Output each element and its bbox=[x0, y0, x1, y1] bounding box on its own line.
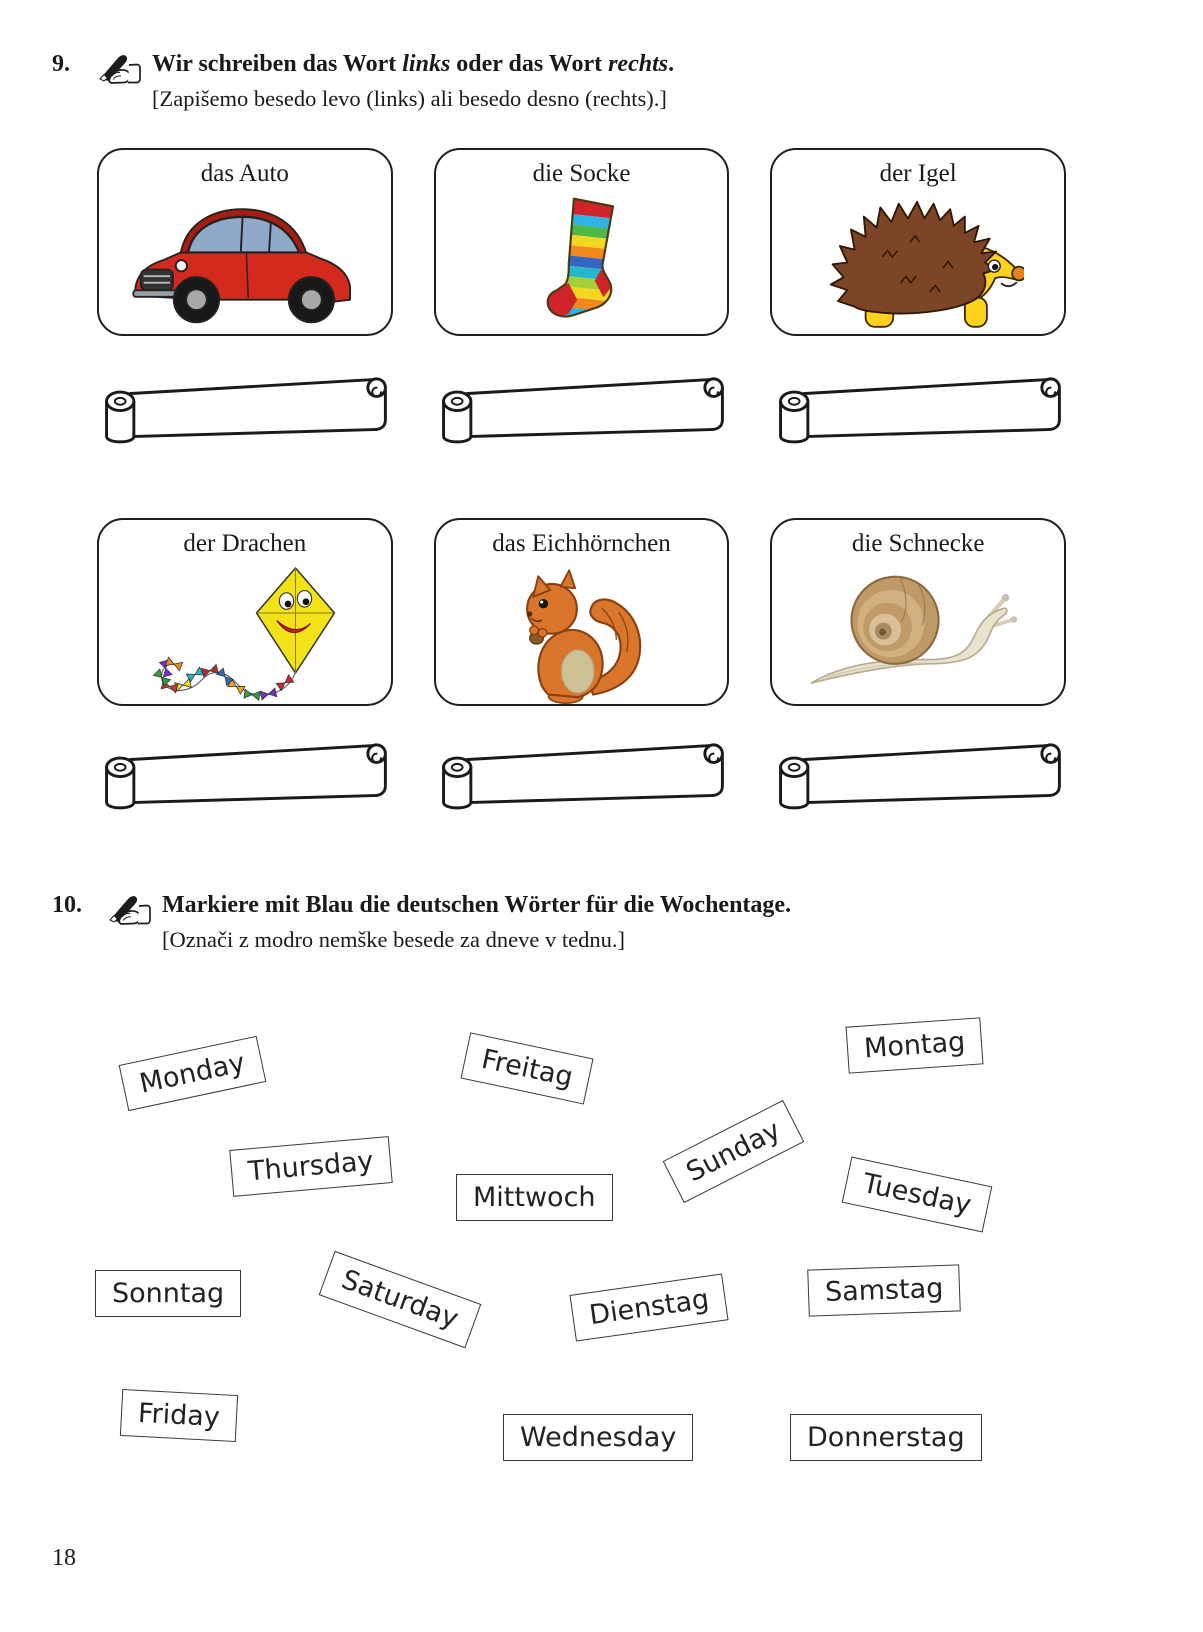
vocab-card-schnecke bbox=[770, 518, 1066, 706]
word-card-donnerstag[interactable]: Donnerstag bbox=[790, 1414, 982, 1461]
vocab-card-eichhoernchen bbox=[434, 518, 730, 706]
vocab-card-socke bbox=[434, 148, 730, 336]
writing-hand-icon bbox=[106, 893, 152, 932]
exercise-9-subtitle: [Zapišemo besedo levo (links) ali besedo desno (rechts).] bbox=[152, 85, 667, 111]
exercise-9-title: Wir schreiben das Wort links oder das Wort rechts. bbox=[152, 51, 675, 77]
vocab-card-drachen bbox=[97, 518, 393, 706]
exercise-10-subtitle: [Označi z modro nemške besede za dneve v tednu.] bbox=[162, 926, 625, 952]
kite-image bbox=[99, 559, 391, 706]
exercise-10-titles bbox=[162, 891, 791, 953]
answer-scrolls-row-2 bbox=[95, 740, 1069, 818]
answer-scroll[interactable] bbox=[432, 740, 732, 818]
word-card-samstag[interactable]: Samstag bbox=[807, 1264, 961, 1316]
word-card-sonntag[interactable]: Sonntag bbox=[95, 1270, 241, 1317]
answer-scroll[interactable] bbox=[95, 740, 395, 818]
word-card-friday[interactable]: Friday bbox=[120, 1389, 238, 1442]
answer-scroll[interactable] bbox=[769, 740, 1069, 818]
answer-scrolls-row-1 bbox=[95, 374, 1069, 452]
card-label: der Igel bbox=[879, 160, 957, 187]
word-card-thursday[interactable]: Thursday bbox=[229, 1136, 392, 1197]
word-card-monday[interactable]: Monday bbox=[119, 1036, 266, 1111]
card-label: die Socke bbox=[532, 160, 631, 187]
answer-scroll[interactable] bbox=[769, 374, 1069, 452]
vocab-cards-row-2 bbox=[97, 518, 1066, 706]
squirrel-image bbox=[436, 559, 728, 705]
word-card-sunday[interactable]: Sunday bbox=[663, 1100, 805, 1203]
word-card-freitag[interactable]: Freitag bbox=[460, 1032, 593, 1104]
answer-scroll[interactable] bbox=[95, 374, 395, 452]
exercise-9-number: 9. bbox=[52, 51, 70, 77]
word-card-montag[interactable]: Montag bbox=[846, 1017, 984, 1073]
vocab-card-igel bbox=[770, 148, 1066, 336]
vocab-card-auto bbox=[97, 148, 393, 336]
exercise-9-header bbox=[52, 50, 674, 112]
word-card-tuesday[interactable]: Tuesday bbox=[842, 1157, 992, 1233]
vocab-cards-row-1 bbox=[97, 148, 1066, 336]
exercise-9-titles bbox=[152, 50, 674, 112]
writing-hand-icon bbox=[96, 52, 142, 91]
word-card-mittwoch[interactable]: Mittwoch bbox=[456, 1174, 613, 1221]
exercise-10-header bbox=[52, 891, 791, 953]
card-label: das Auto bbox=[200, 160, 289, 187]
word-card-wednesday[interactable]: Wednesday bbox=[503, 1414, 693, 1461]
exercise-10-number: 10. bbox=[52, 892, 82, 918]
hedgehog-image bbox=[772, 189, 1064, 336]
card-label: die Schnecke bbox=[851, 530, 985, 557]
card-label: das Eichhörnchen bbox=[492, 530, 671, 557]
exercise-10-title: Markiere mit Blau die deutschen Wörter für die Wochentage. bbox=[162, 892, 792, 918]
answer-scroll[interactable] bbox=[432, 374, 732, 452]
page-number: 18 bbox=[52, 1545, 76, 1571]
striped-sock-image bbox=[436, 189, 728, 334]
snail-image bbox=[772, 559, 1064, 704]
red-car-image bbox=[99, 189, 391, 334]
word-card-dienstag[interactable]: Dienstag bbox=[569, 1273, 728, 1341]
word-card-saturday[interactable]: Saturday bbox=[319, 1251, 481, 1348]
card-label: der Drachen bbox=[183, 530, 307, 557]
